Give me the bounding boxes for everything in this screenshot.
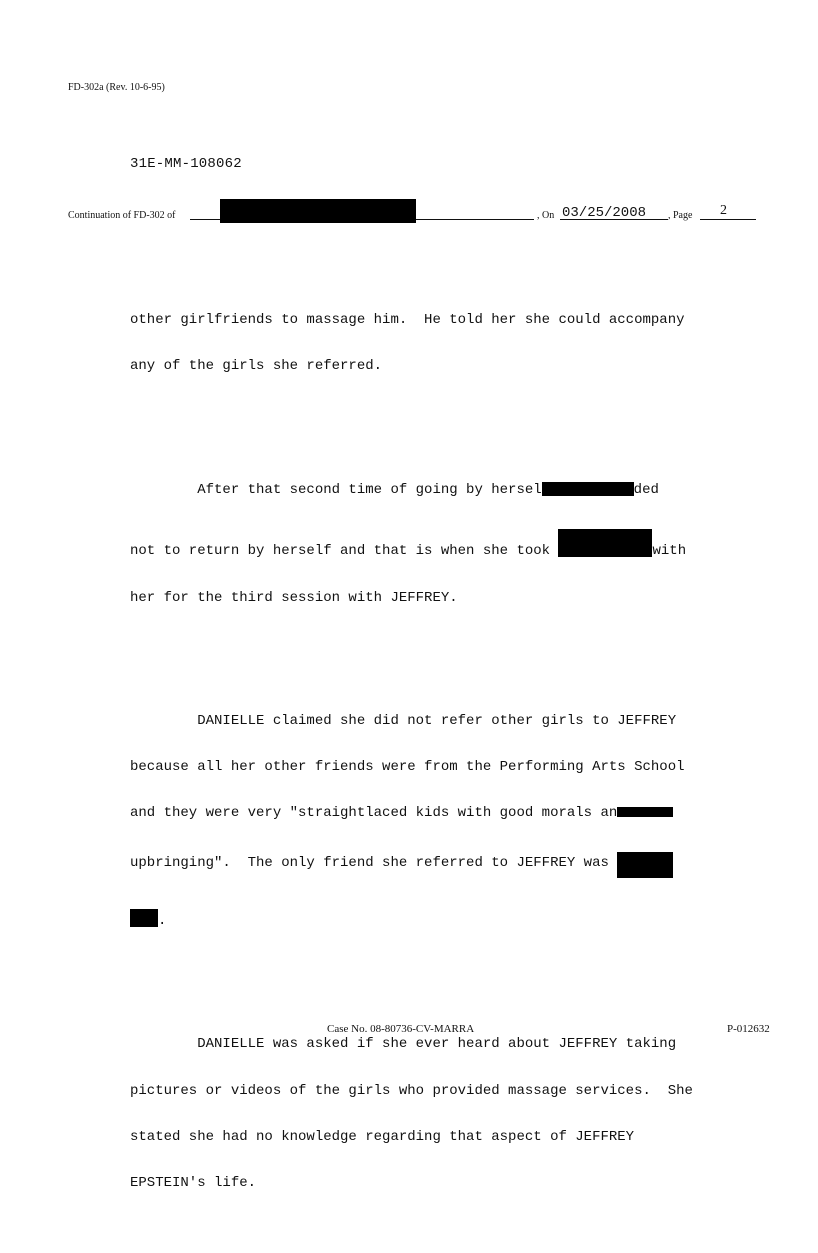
text-line xyxy=(130,529,693,559)
text-fragment: and they were very "straightlaced kids with good morals an xyxy=(130,805,618,822)
page-number: 2 xyxy=(720,203,727,218)
bates-number: P-012632 xyxy=(727,1023,770,1035)
text-line: stated she had no knowledge regarding that aspect of JEFFREY xyxy=(130,1128,635,1145)
text-fragment: with xyxy=(652,543,687,560)
continuation-header xyxy=(68,203,758,222)
redaction-block xyxy=(617,852,673,878)
text-line: DANIELLE claimed she did not refer other girls to JEFFREY xyxy=(130,712,677,729)
text-fragment: . xyxy=(158,913,167,930)
redaction-block xyxy=(542,482,634,496)
paragraph xyxy=(130,451,693,636)
continuation-label: Continuation of FD-302 of xyxy=(68,210,176,221)
text-line xyxy=(130,909,693,929)
on-date-label: , On xyxy=(537,210,555,221)
redaction-block xyxy=(558,529,652,557)
text-line xyxy=(130,482,693,498)
text-fragment: not to return by herself and that is when she took xyxy=(130,543,559,560)
text-line: any of the girls she referred. xyxy=(130,357,383,374)
text-line: pictures or videos of the girls who provided massage services. She xyxy=(130,1082,693,1099)
text-line: DANIELLE was asked if she ever heard about JEFFREY taking xyxy=(130,1036,677,1053)
redaction-block xyxy=(617,807,673,817)
page-line xyxy=(700,219,756,220)
paragraph xyxy=(130,1007,693,1223)
paragraph xyxy=(130,282,693,405)
text-line: EPSTEIN's life. xyxy=(130,1175,257,1192)
redaction-block xyxy=(130,909,158,927)
text-line: other girlfriends to massage him. He told her she could accompany xyxy=(130,311,685,328)
text-line: her for the third session with JEFFREY. xyxy=(130,589,458,606)
paragraph xyxy=(130,683,693,961)
text-line: because all her other friends were from the Performing Arts School xyxy=(130,758,685,775)
text-fragment: upbringing". The only friend she referred to JEFFREY was xyxy=(130,855,618,872)
redacted-subject-name xyxy=(220,199,416,223)
narrative-body xyxy=(130,251,693,1253)
case-number: Case No. 08-80736-CV-MARRA xyxy=(327,1023,475,1035)
text-line xyxy=(130,806,693,821)
text-fragment: ded xyxy=(633,482,659,499)
interview-date: 03/25/2008 xyxy=(562,205,647,221)
text-line xyxy=(130,852,693,878)
page-label: , Page xyxy=(668,210,693,221)
text-fragment: After that second time of going by hersel xyxy=(130,482,542,499)
file-number: 31E-MM-108062 xyxy=(130,156,242,172)
form-revision-label: FD-302a (Rev. 10-6-95) xyxy=(68,82,165,93)
